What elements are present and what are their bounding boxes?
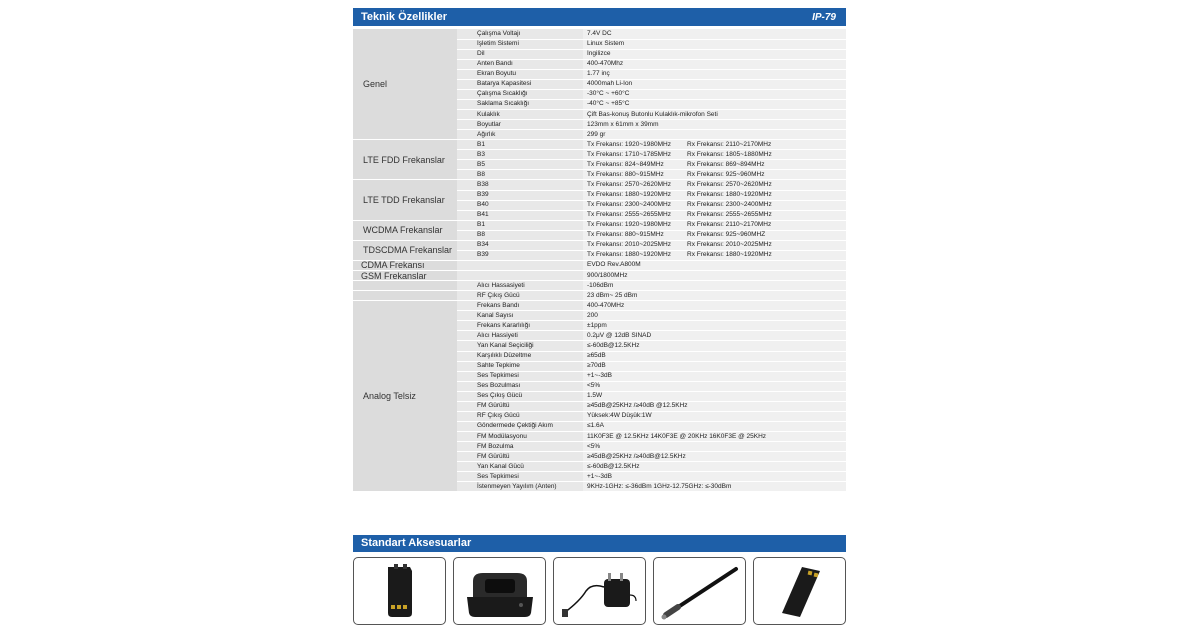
rx-frequency: Rx Frekansı: 2570~2620MHz: [687, 180, 772, 188]
param-value: İngilizce: [583, 49, 846, 59]
param-name: FM Gürültü: [457, 452, 583, 462]
spec-row: [353, 220, 846, 230]
param-value: <5%: [583, 442, 846, 452]
param-name: B38: [457, 180, 583, 190]
tx-frequency: Tx Frekansı: 1920~1980MHz: [587, 140, 671, 148]
param-name: İşletim Sistemi: [457, 39, 583, 49]
param-name: Yan Kanal Gücü: [457, 462, 583, 472]
tx-frequency: Tx Frekansı: 2300~2400MHz: [587, 201, 671, 209]
param-value: Çift Bas-konuş Butonlu Kulaklık-mikrofon Seti: [583, 110, 846, 120]
param-value: [583, 230, 846, 240]
spec-table: [353, 29, 846, 492]
rx-frequency: Rx Frekansı: 2110~2170MHz: [687, 140, 772, 148]
tx-frequency: Tx Frekansı: 824~849MHz: [587, 160, 664, 168]
param-value: +1~-3dB: [583, 371, 846, 381]
spec-title: Teknik Özellikler: [361, 11, 448, 23]
spec-row: [353, 281, 846, 291]
param-value: ≥65dB: [583, 351, 846, 361]
param-name: Saklama Sıcaklığı: [457, 99, 583, 109]
rx-frequency: Rx Frekansı: 869~894MHz: [687, 160, 765, 168]
param-name: [457, 271, 583, 281]
tx-frequency: Tx Frekansı: 2010~2025MHz: [587, 241, 671, 249]
rx-frequency: Rx Frekansı: 1880~1920MHz: [687, 191, 772, 199]
param-value: ≤-60dB@12.5KHz: [583, 341, 846, 351]
param-name: Frekans Kararlılığı: [457, 321, 583, 331]
group-label-cdma: CDMA Frekansı: [353, 260, 457, 270]
param-name: İstenmeyen Yayılım (Anten): [457, 482, 583, 492]
model-label: IP-79: [812, 11, 836, 23]
antenna-icon: [658, 561, 742, 621]
param-name: [457, 260, 583, 270]
param-name: Çalışma Sıcaklığı: [457, 89, 583, 99]
param-value: [583, 140, 846, 150]
param-name: RF Çıkış Gücü: [457, 411, 583, 421]
param-name: B8: [457, 230, 583, 240]
param-name: B8: [457, 170, 583, 180]
charger-dock-icon: [461, 561, 539, 621]
param-value: ≥45dB@25KHz /≥40dB @12.5KHz: [583, 401, 846, 411]
param-value: EVDO Rev.A800M: [583, 260, 846, 270]
spare-battery-icon: [770, 561, 830, 621]
param-name: RF Çıkış Gücü: [457, 291, 583, 301]
param-value: 11K0F3E @ 12.5KHz 14K0F3E @ 20KHz 16K0F3E @ 25KHz: [583, 432, 846, 442]
param-value: 1.77 inç: [583, 69, 846, 79]
rx-frequency: Rx Frekansı: 2110~2170MHz: [687, 221, 772, 229]
param-value: [583, 220, 846, 230]
param-name: Ses Bozulması: [457, 381, 583, 391]
param-value: <5%: [583, 381, 846, 391]
param-name: Göndermede Çektiği Akım: [457, 421, 583, 431]
param-value: [583, 170, 846, 180]
tx-frequency: Tx Frekansı: 1880~1920MHz: [587, 251, 671, 259]
param-name: Ses Tepkimesi: [457, 371, 583, 381]
param-name: Alıcı Hassasiyeti: [457, 281, 583, 291]
param-value: ≥45dB@25KHz /≥40dB@12.5KHz: [583, 452, 846, 462]
param-name: Dil: [457, 49, 583, 59]
spec-row: [353, 301, 846, 311]
group-label-lte-tdd: LTE TDD Frekanslar: [353, 180, 457, 220]
accessories-header: Standart Aksesuarlar: [353, 535, 846, 552]
accessories-row: [353, 557, 846, 625]
param-name: Yan Kanal Seçiciliği: [457, 341, 583, 351]
tx-frequency: Tx Frekansı: 1920~1980MHz: [587, 221, 671, 229]
param-name: Ekran Boyutu: [457, 69, 583, 79]
rx-frequency: Rx Frekansı: 1880~1920MHz: [687, 251, 772, 259]
spec-sheet: [353, 8, 846, 492]
param-name: B3: [457, 150, 583, 160]
param-value: 299 gr: [583, 130, 846, 140]
accessory-card-antenna[interactable]: [653, 557, 746, 625]
param-value: Linux Sistem: [583, 39, 846, 49]
spec-header: [353, 8, 846, 26]
param-name: Ses Çıkış Gücü: [457, 391, 583, 401]
spec-row: [353, 271, 846, 281]
group-label-tdscdma: TDSCDMA Frekanslar: [353, 240, 457, 260]
group-label-wcdma: WCDMA Frekanslar: [353, 220, 457, 240]
param-name: FM Gürültü: [457, 401, 583, 411]
param-name: Kulaklık: [457, 110, 583, 120]
param-value: 400-470MHz: [583, 301, 846, 311]
param-value: [583, 160, 846, 170]
param-value: Yüksek:4W Düşük:1W: [583, 411, 846, 421]
group-label-gsm: GSM Frekanslar: [353, 271, 457, 281]
param-value: [583, 200, 846, 210]
param-value: [583, 240, 846, 250]
param-name: B39: [457, 250, 583, 260]
tx-frequency: Tx Frekansı: 1710~1785MHz: [587, 150, 671, 158]
rx-frequency: Rx Frekansı: 925~960MHz: [687, 170, 765, 178]
param-value: -40°C ~ +85°C: [583, 99, 846, 109]
rx-frequency: Rx Frekansı: 1805~1880MHz: [687, 150, 772, 158]
param-name: Ses Tepkimesi: [457, 472, 583, 482]
param-value: 9KHz-1GHz: ≤-36dBm 1GHz-12.75GHz: ≤-30dBm: [583, 482, 846, 492]
param-value: +1~-3dB: [583, 472, 846, 482]
param-name: FM Bozulma: [457, 442, 583, 452]
param-value: [583, 190, 846, 200]
param-value: ±1ppm: [583, 321, 846, 331]
spec-row: [353, 140, 846, 150]
spec-row: [353, 180, 846, 190]
param-name: FM Modülasyonu: [457, 432, 583, 442]
param-name: Frekans Bandı: [457, 301, 583, 311]
spec-row: [353, 240, 846, 250]
param-name: B1: [457, 220, 583, 230]
param-name: Sahte Tepkime: [457, 361, 583, 371]
param-value: 7.4V DC: [583, 29, 846, 39]
accessory-card-adapter[interactable]: [553, 557, 646, 625]
tx-frequency: Tx Frekansı: 880~915MHz: [587, 170, 664, 178]
rx-frequency: Rx Frekansı: 2555~2655MHz: [687, 211, 772, 219]
param-name: B41: [457, 210, 583, 220]
group-label-genel: Genel: [353, 29, 457, 140]
group-label-empty: [353, 291, 457, 301]
param-name: Batarya Kapasitesi: [457, 79, 583, 89]
spec-row: [353, 29, 846, 39]
param-value: 900/1800MHz: [583, 271, 846, 281]
param-value: 1.5W: [583, 391, 846, 401]
param-name: B34: [457, 240, 583, 250]
tx-frequency: Tx Frekansı: 1880~1920MHz: [587, 191, 671, 199]
rx-frequency: Rx Frekansı: 2300~2400MHz: [687, 201, 772, 209]
tx-frequency: Tx Frekansı: 880~915MHz: [587, 231, 664, 239]
param-name: Alıcı Hassiyeti: [457, 331, 583, 341]
param-name: B39: [457, 190, 583, 200]
param-value: 23 dBm~ 25 dBm: [583, 291, 846, 301]
group-label-empty: [353, 281, 457, 291]
param-value: 400-470Mhz: [583, 59, 846, 69]
param-name: Anten Bandı: [457, 59, 583, 69]
param-value: [583, 180, 846, 190]
group-label-lte-fdd: LTE FDD Frekanslar: [353, 140, 457, 180]
param-name: Çalışma Voltajı: [457, 29, 583, 39]
param-value: 0.2μV @ 12dB SINAD: [583, 331, 846, 341]
accessory-card-charger[interactable]: [453, 557, 546, 625]
param-name: Karşılıklı Düzeltme: [457, 351, 583, 361]
param-name: Ağırlık: [457, 130, 583, 140]
battery-icon: [370, 561, 430, 621]
accessory-card-battery[interactable]: [353, 557, 446, 625]
accessory-card-spare-battery[interactable]: [753, 557, 846, 625]
param-value: ≥70dB: [583, 361, 846, 371]
param-value: -30°C ~ +60°C: [583, 89, 846, 99]
param-name: B40: [457, 200, 583, 210]
tx-frequency: Tx Frekansı: 2570~2620MHz: [587, 180, 671, 188]
param-value: [583, 210, 846, 220]
param-value: 200: [583, 311, 846, 321]
rx-frequency: Rx Frekansı: 2010~2025MHz: [687, 241, 772, 249]
group-label-analog: Analog Telsiz: [353, 301, 457, 492]
param-value: ≤1.6A: [583, 421, 846, 431]
param-value: 123mm x 61mm x 39mm: [583, 120, 846, 130]
param-value: [583, 150, 846, 160]
param-value: ≤-60dB@12.5KHz: [583, 462, 846, 472]
spec-row: [353, 260, 846, 270]
tx-frequency: Tx Frekansı: 2555~2655MHz: [587, 211, 671, 219]
param-name: B1: [457, 140, 583, 150]
rx-frequency: Rx Frekansı: 925~960MHZ: [687, 231, 766, 239]
param-value: -106dBm: [583, 281, 846, 291]
param-name: Kanal Sayısı: [457, 311, 583, 321]
param-value: 4000mah Li-Ion: [583, 79, 846, 89]
power-adapter-icon: [560, 561, 640, 621]
param-value: [583, 250, 846, 260]
param-name: B5: [457, 160, 583, 170]
spec-row: [353, 291, 846, 301]
param-name: Boyutlar: [457, 120, 583, 130]
